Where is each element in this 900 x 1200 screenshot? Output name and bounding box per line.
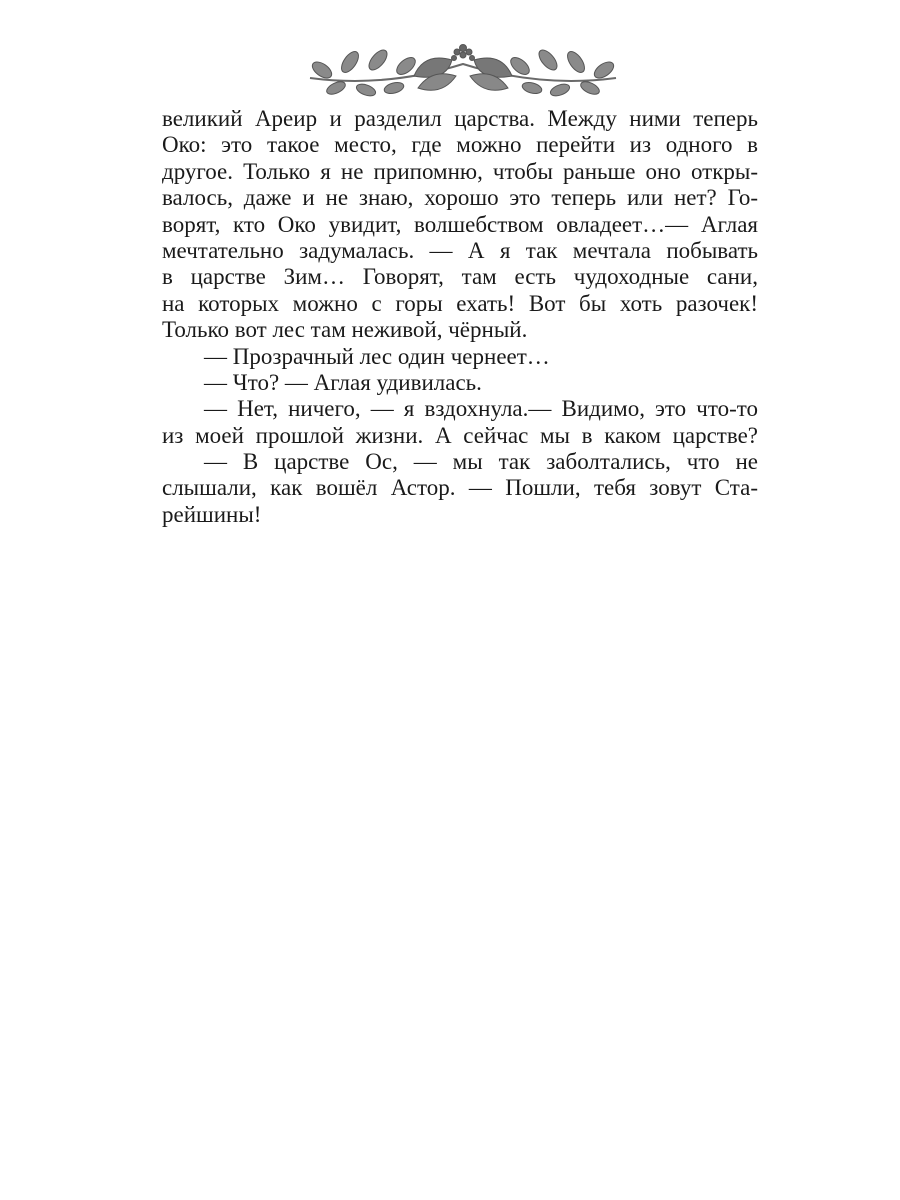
text-line: мечтательно задумалась. — А я так мечтала побывать xyxy=(162,237,758,263)
text-line: на которых можно с горы ехать! Вот бы хоть разочек! xyxy=(162,290,758,316)
text-line: валось, даже и не знаю, хорошо это теперь или нет? Го- xyxy=(162,185,758,211)
text-line: в царстве Зим… Говорят, там есть чудоходные сани, xyxy=(162,264,758,290)
text-line: ворят, кто Око увидит, волшебством овладеет…— Аглая xyxy=(162,211,758,237)
text-line: — В царстве Ос, — мы так заболтались, что не xyxy=(204,449,758,475)
text-line: слышали, как вошёл Астор. — Пошли, тебя зовут Ста- xyxy=(162,475,758,501)
leaf-garland-ornament-icon xyxy=(306,38,620,104)
text-line: — Что? — Аглая удивилась. xyxy=(204,369,482,395)
text-line: рейшины! xyxy=(162,501,262,527)
text-line: Око: это такое место, где можно перейти из одного в xyxy=(162,132,758,158)
body-text xyxy=(162,106,758,528)
text-line: из моей прошлой жизни. А сейчас мы в каком царстве? xyxy=(162,422,758,448)
text-line: — Нет, ничего, — я вздохнула.— Видимо, это что-то xyxy=(204,396,758,422)
text-line: великий Ареир и разделил царства. Между ними теперь xyxy=(162,106,758,131)
text-line: Только вот лес там неживой, чёрный. xyxy=(162,317,528,343)
text-line: — Прозрачный лес один чернеет… xyxy=(204,343,550,369)
text-line: другое. Только я не припомню, чтобы раньше оно откры- xyxy=(162,158,758,184)
